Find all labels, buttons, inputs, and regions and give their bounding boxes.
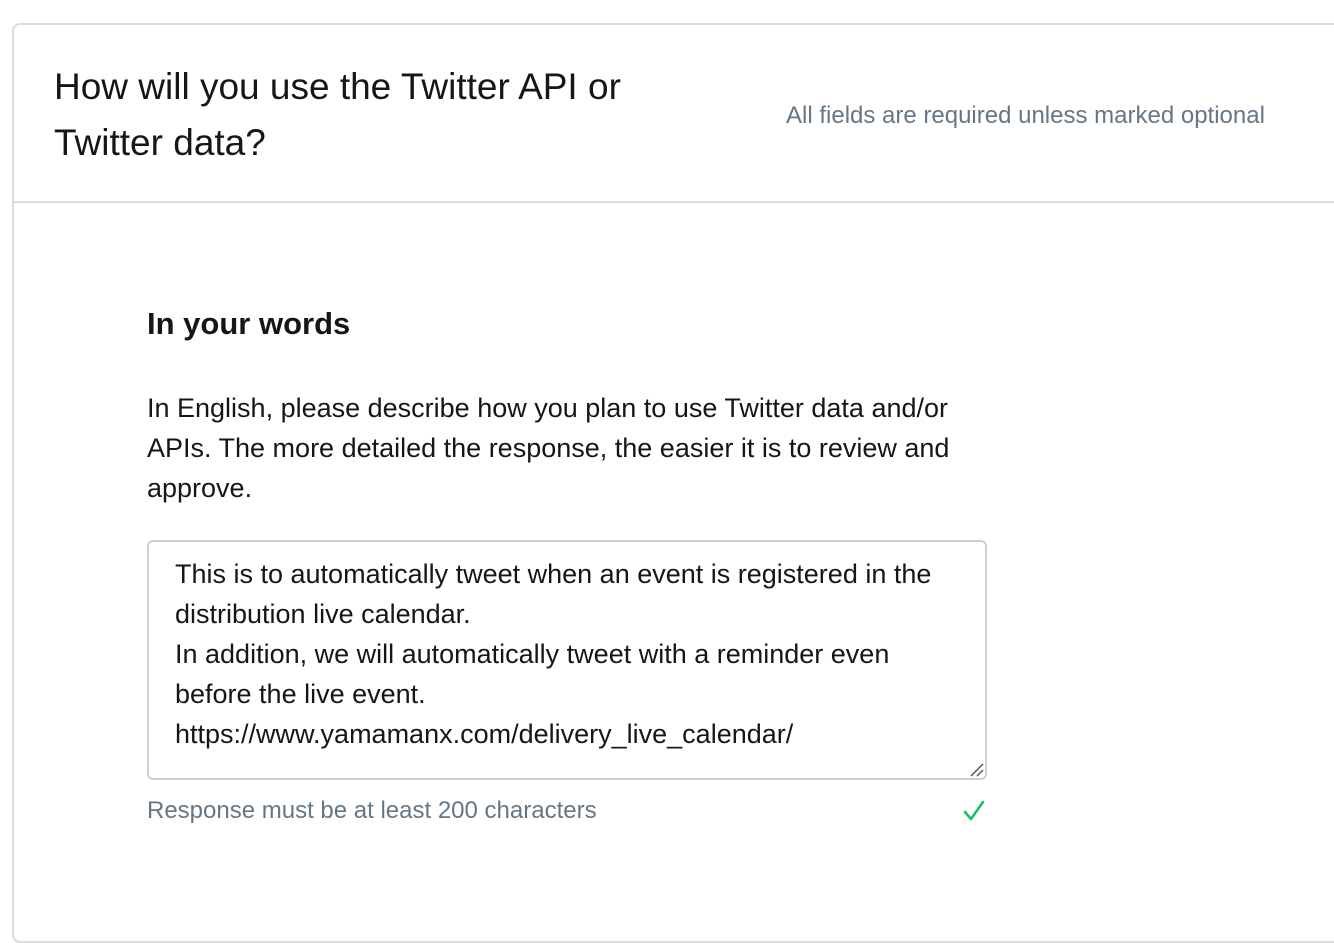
page-title: How will you use the Twitter API or Twitter data? xyxy=(54,66,621,163)
section-description: In English, please describe how you plan to use Twitter data and/or APIs. The more detailed the response, the easier it is to review and approve. xyxy=(147,393,950,503)
section-title: In your words xyxy=(147,306,351,341)
use-case-textarea[interactable] xyxy=(147,540,987,780)
check-icon xyxy=(962,798,986,824)
response-field xyxy=(147,540,987,780)
character-count-hint: Response must be at least 200 characters xyxy=(147,797,597,824)
required-fields-note: All fields are required unless marked optional xyxy=(786,102,1265,129)
resize-handle-icon[interactable] xyxy=(968,761,984,777)
card-header xyxy=(14,25,1334,203)
